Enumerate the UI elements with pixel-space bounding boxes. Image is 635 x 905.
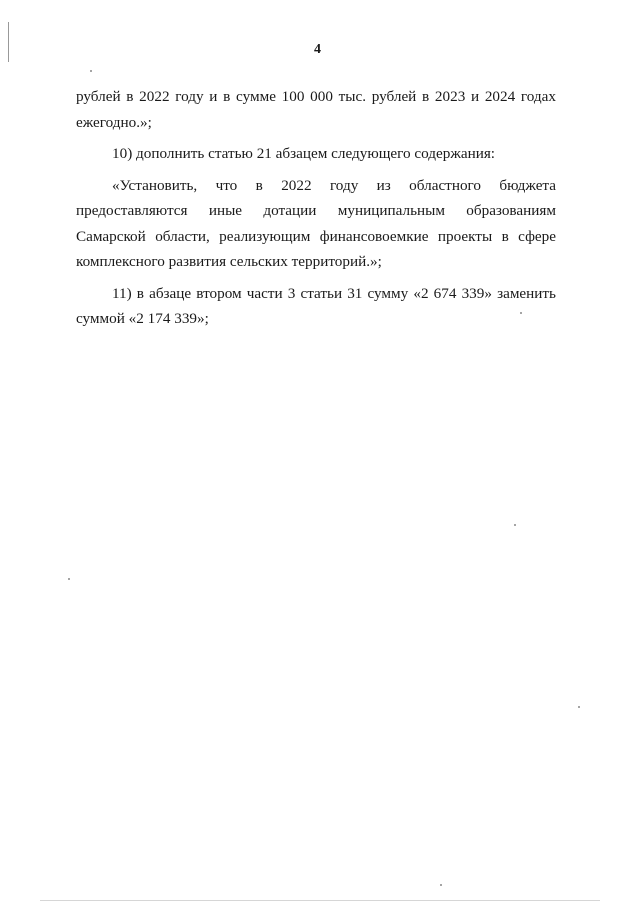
scan-speck — [440, 884, 442, 886]
paragraph-item-11: 11) в абзаце втором части 3 статьи 31 сумму «2 674 339» заменить суммой «2 174 339»; — [76, 284, 556, 327]
scan-speck — [90, 70, 92, 72]
document-body — [76, 84, 556, 338]
scan-speck — [68, 578, 70, 580]
scan-edge-mark — [8, 22, 9, 62]
scan-bottom-edge — [40, 900, 600, 901]
scan-speck — [578, 706, 580, 708]
scan-speck — [520, 312, 522, 314]
paragraph-quoted-amendment: «Установить, что в 2022 году из областного бюджета предоставляются иные дотации муниципальным образованиям Самарской области, реализующим финансовоемкие проекты в сфере комплексного развития сельских территорий.»; — [76, 176, 556, 270]
paragraph-continuation: рублей в 2022 году и в сумме 100 000 тыс. рублей в 2023 и 2024 годах ежегодно.»; — [76, 88, 556, 131]
scan-speck — [514, 524, 516, 526]
paragraph-item-10: 10) дополнить статью 21 абзацем следующего содержания: — [112, 145, 496, 162]
page-number: 4 — [314, 42, 321, 57]
